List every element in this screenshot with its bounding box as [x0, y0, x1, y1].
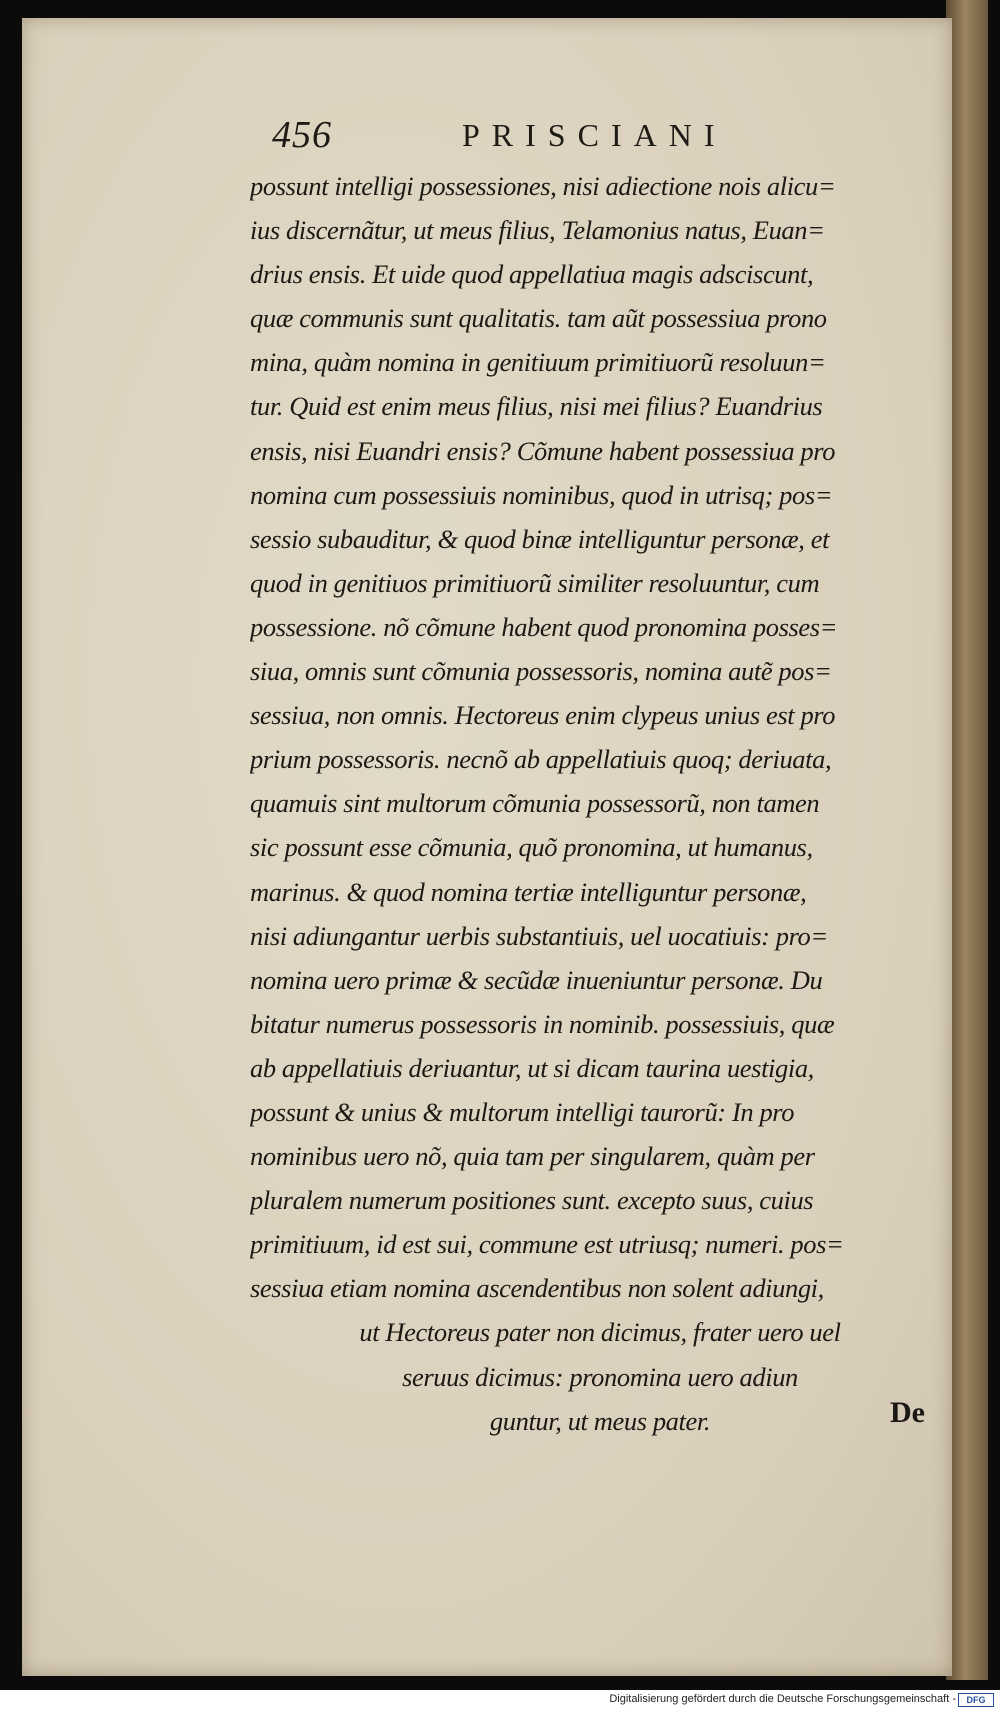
text-line: sic possunt esse cõmunia, quõ pronomina, ut humanus, — [250, 832, 813, 863]
text-line: marinus. & quod nomina tertiæ intelliguntur personæ, — [250, 876, 807, 907]
text-line: drius ensis. Et uide quod appellatiua magis adsciscunt, — [250, 259, 814, 290]
book-page — [22, 18, 952, 1676]
text-line: guntur, ut meus pater. — [489, 1405, 711, 1436]
running-head: PRISCIANI — [462, 117, 727, 153]
text-line: sessiua etiam nomina ascendentibus non solent adiungi, — [250, 1273, 824, 1304]
text-line: seruus dicimus: pronomina uero adiun — [402, 1361, 798, 1392]
text-line: quamuis sint multorum cõmunia possessorũ, non tamen — [250, 788, 820, 819]
text-line: prium possessoris. necnõ ab appellatiuis quoq; deriuata, — [250, 744, 832, 775]
text-block — [250, 164, 950, 1443]
dfg-logo-icon: DFG — [958, 1693, 994, 1707]
footer-credit: Digitalisierung gefördert durch die Deutsche Forschungsgemeinschaft - — [609, 1693, 956, 1705]
text-line: tur. Quid est enim meus filius, nisi mei filius? Euandrius — [250, 391, 823, 422]
text-line: siua, omnis sunt cõmunia possessoris, nomina autẽ pos= — [250, 656, 832, 687]
text-line: nomina uero primæ & secũdæ inueniuntur personæ. Du — [250, 964, 823, 995]
text-line: sessiua, non omnis. Hectoreus enim clypeus unius est pro — [250, 700, 836, 731]
page-number: 456 — [272, 114, 332, 156]
text-line: ut Hectoreus pater non dicimus, frater uero uel — [359, 1317, 841, 1348]
text-line: ensis, nisi Euandri ensis? Cõmune habent possessiua pro — [250, 435, 836, 466]
text-line: possunt intelligi possessiones, nisi adiectione nois alicu= — [250, 171, 836, 201]
text-line: bitatur numerus possessoris in nominib. possessiuis, quæ — [250, 1008, 835, 1039]
text-line: nominibus uero nõ, quia tam per singularem, quàm per — [250, 1141, 815, 1172]
text-line: ab appellatiuis deriuantur, ut si dicam taurina uestigia, — [250, 1052, 814, 1083]
text-line: pluralem numerum positiones sunt. excepto suus, cuius — [250, 1185, 814, 1216]
text-line: primitiuum, id est sui, commune est utriusq; numeri. pos= — [250, 1229, 844, 1260]
catchword: De — [890, 1396, 925, 1429]
text-line: nisi adiungantur uerbis substantiuis, uel uocatiuis: pro= — [250, 920, 828, 951]
page-header — [272, 113, 772, 161]
page-edge — [946, 0, 988, 1680]
text-line: mina, quàm nomina in genitiuum primitiuorũ resoluun= — [250, 347, 826, 378]
text-line: nomina cum possessiuis nominibus, quod in utrisq; pos= — [250, 479, 833, 510]
text-line: ius discernãtur, ut meus filius, Telamonius natus, Euan= — [250, 215, 825, 246]
text-line: quod in genitiuos primitiuorũ similiter resoluuntur, cum — [250, 567, 820, 598]
text-line: quæ communis sunt qualitatis. tam aũt possessiua prono — [250, 303, 827, 334]
text-line: sessio subauditur, & quod binæ intelliguntur personæ, et — [250, 523, 830, 554]
digitization-footer — [0, 1690, 1000, 1710]
text-line: possessione. nõ cõmune habent quod pronomina posses= — [250, 611, 838, 642]
text-line: possunt & unius & multorum intelligi taurorũ: In pro — [250, 1096, 795, 1127]
